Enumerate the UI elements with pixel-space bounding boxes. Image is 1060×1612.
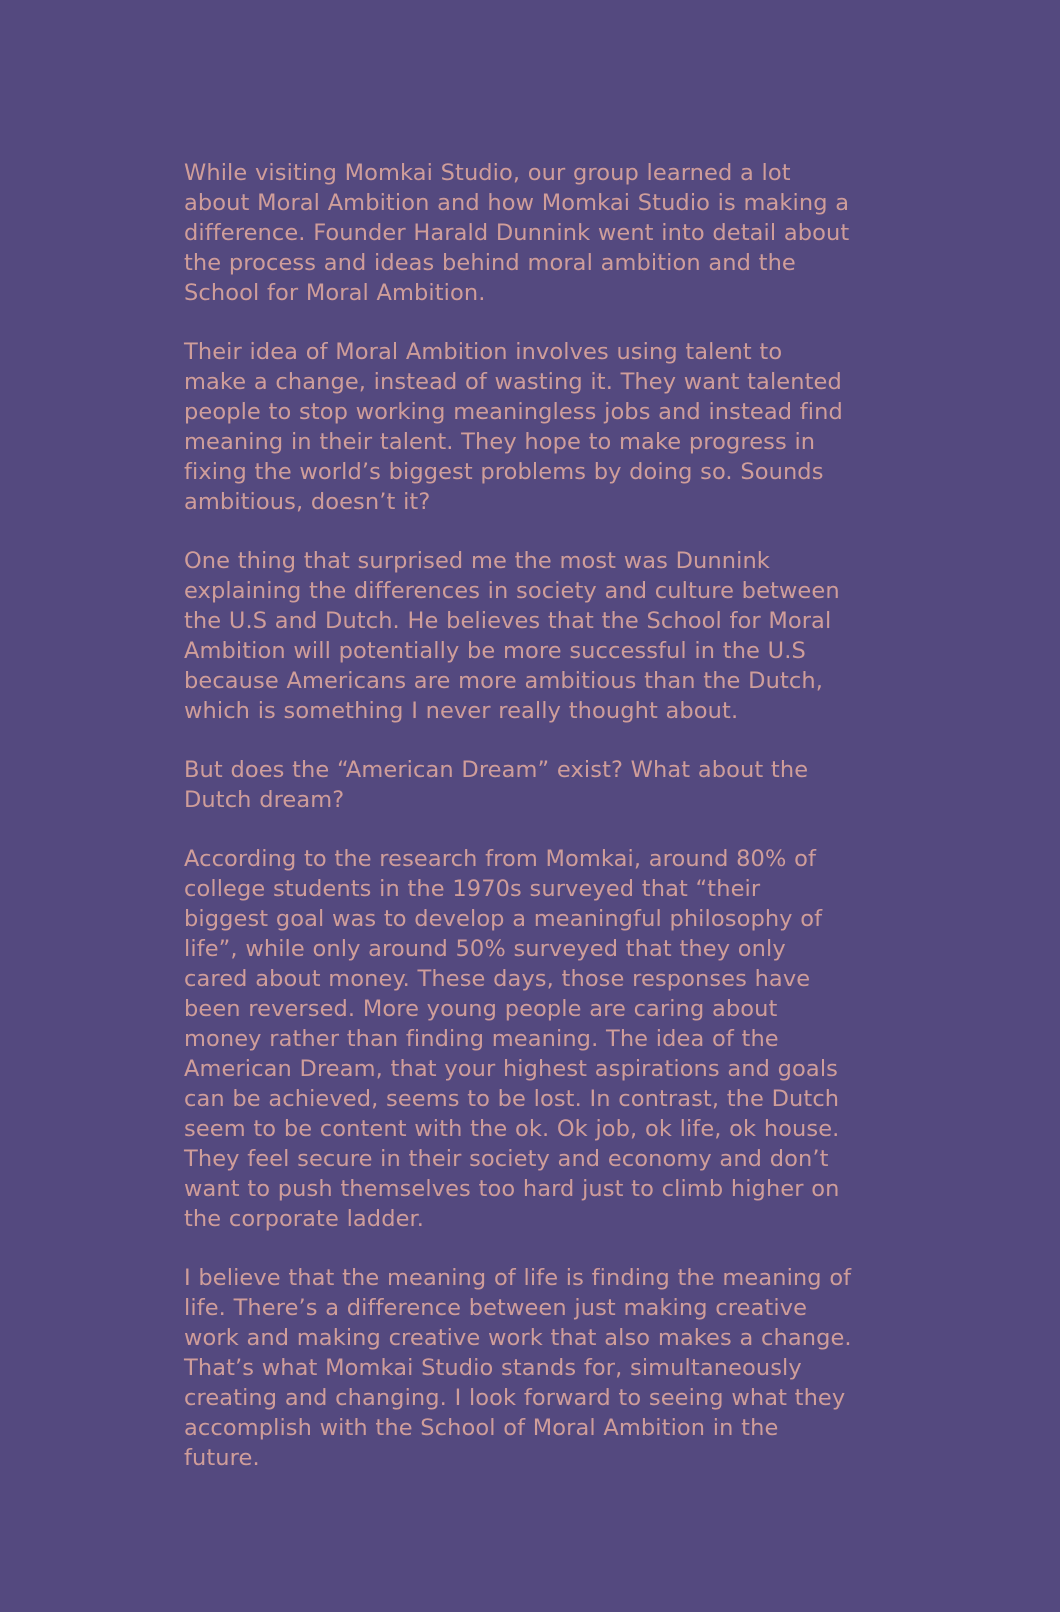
paragraph-6: I believe that the meaning of life is finding the meaning of life. There’s a difference between just making creative work and making creative work that also makes a change. That’s what Momkai Studio stands for, simultaneously creating and changing. I look forward to seeing what they accomplish with the School of Moral Ambition in the future. bbox=[184, 1265, 852, 1471]
article-body bbox=[184, 158, 852, 1473]
paragraph-3: One thing that surprised me the most was Dunnink explaining the differences in society and culture between the U.S and Dutch. He believes that the School for Moral Ambition will potentially be more successful in the U.S because Americans are more ambitious than the Dutch, which is something I never really thought about. bbox=[184, 548, 840, 724]
paragraph-4: But does the “American Dream” exist? What about the Dutch dream? bbox=[184, 757, 809, 813]
paragraph-2: Their idea of Moral Ambition involves using talent to make a change, instead of wasting it. They want talented people to stop working meaningless jobs and instead find meaning in their talent. They hope to make progress in fixing the world’s biggest problems by doing so. Sounds ambitious, doesn’t it? bbox=[184, 339, 843, 515]
paragraph-5: According to the research from Momkai, around 80% of college students in the 1970s surveyed that “their biggest goal was to develop a meaningful philosophy of life”, while only around 50% surveyed that they only cared about money. These days, those responses have been reversed. More young people are caring about money rather than finding meaning. The idea of the American Dream, that your highest aspirations and goals can be achieved, seems to be lost. In contrast, the Dutch seem to be content with the ok. Ok job, ok life, ok house. They feel secure in their society and economy and don’t want to push themselves too hard just to climb higher on the corporate ladder. bbox=[184, 846, 840, 1232]
paragraph-1: While visiting Momkai Studio, our group learned a lot about Moral Ambition and how Momkai Studio is making a difference. Founder Harald Dunnink went into detail about the process and ideas behind moral ambition and the School for Moral Ambition. bbox=[184, 160, 850, 306]
